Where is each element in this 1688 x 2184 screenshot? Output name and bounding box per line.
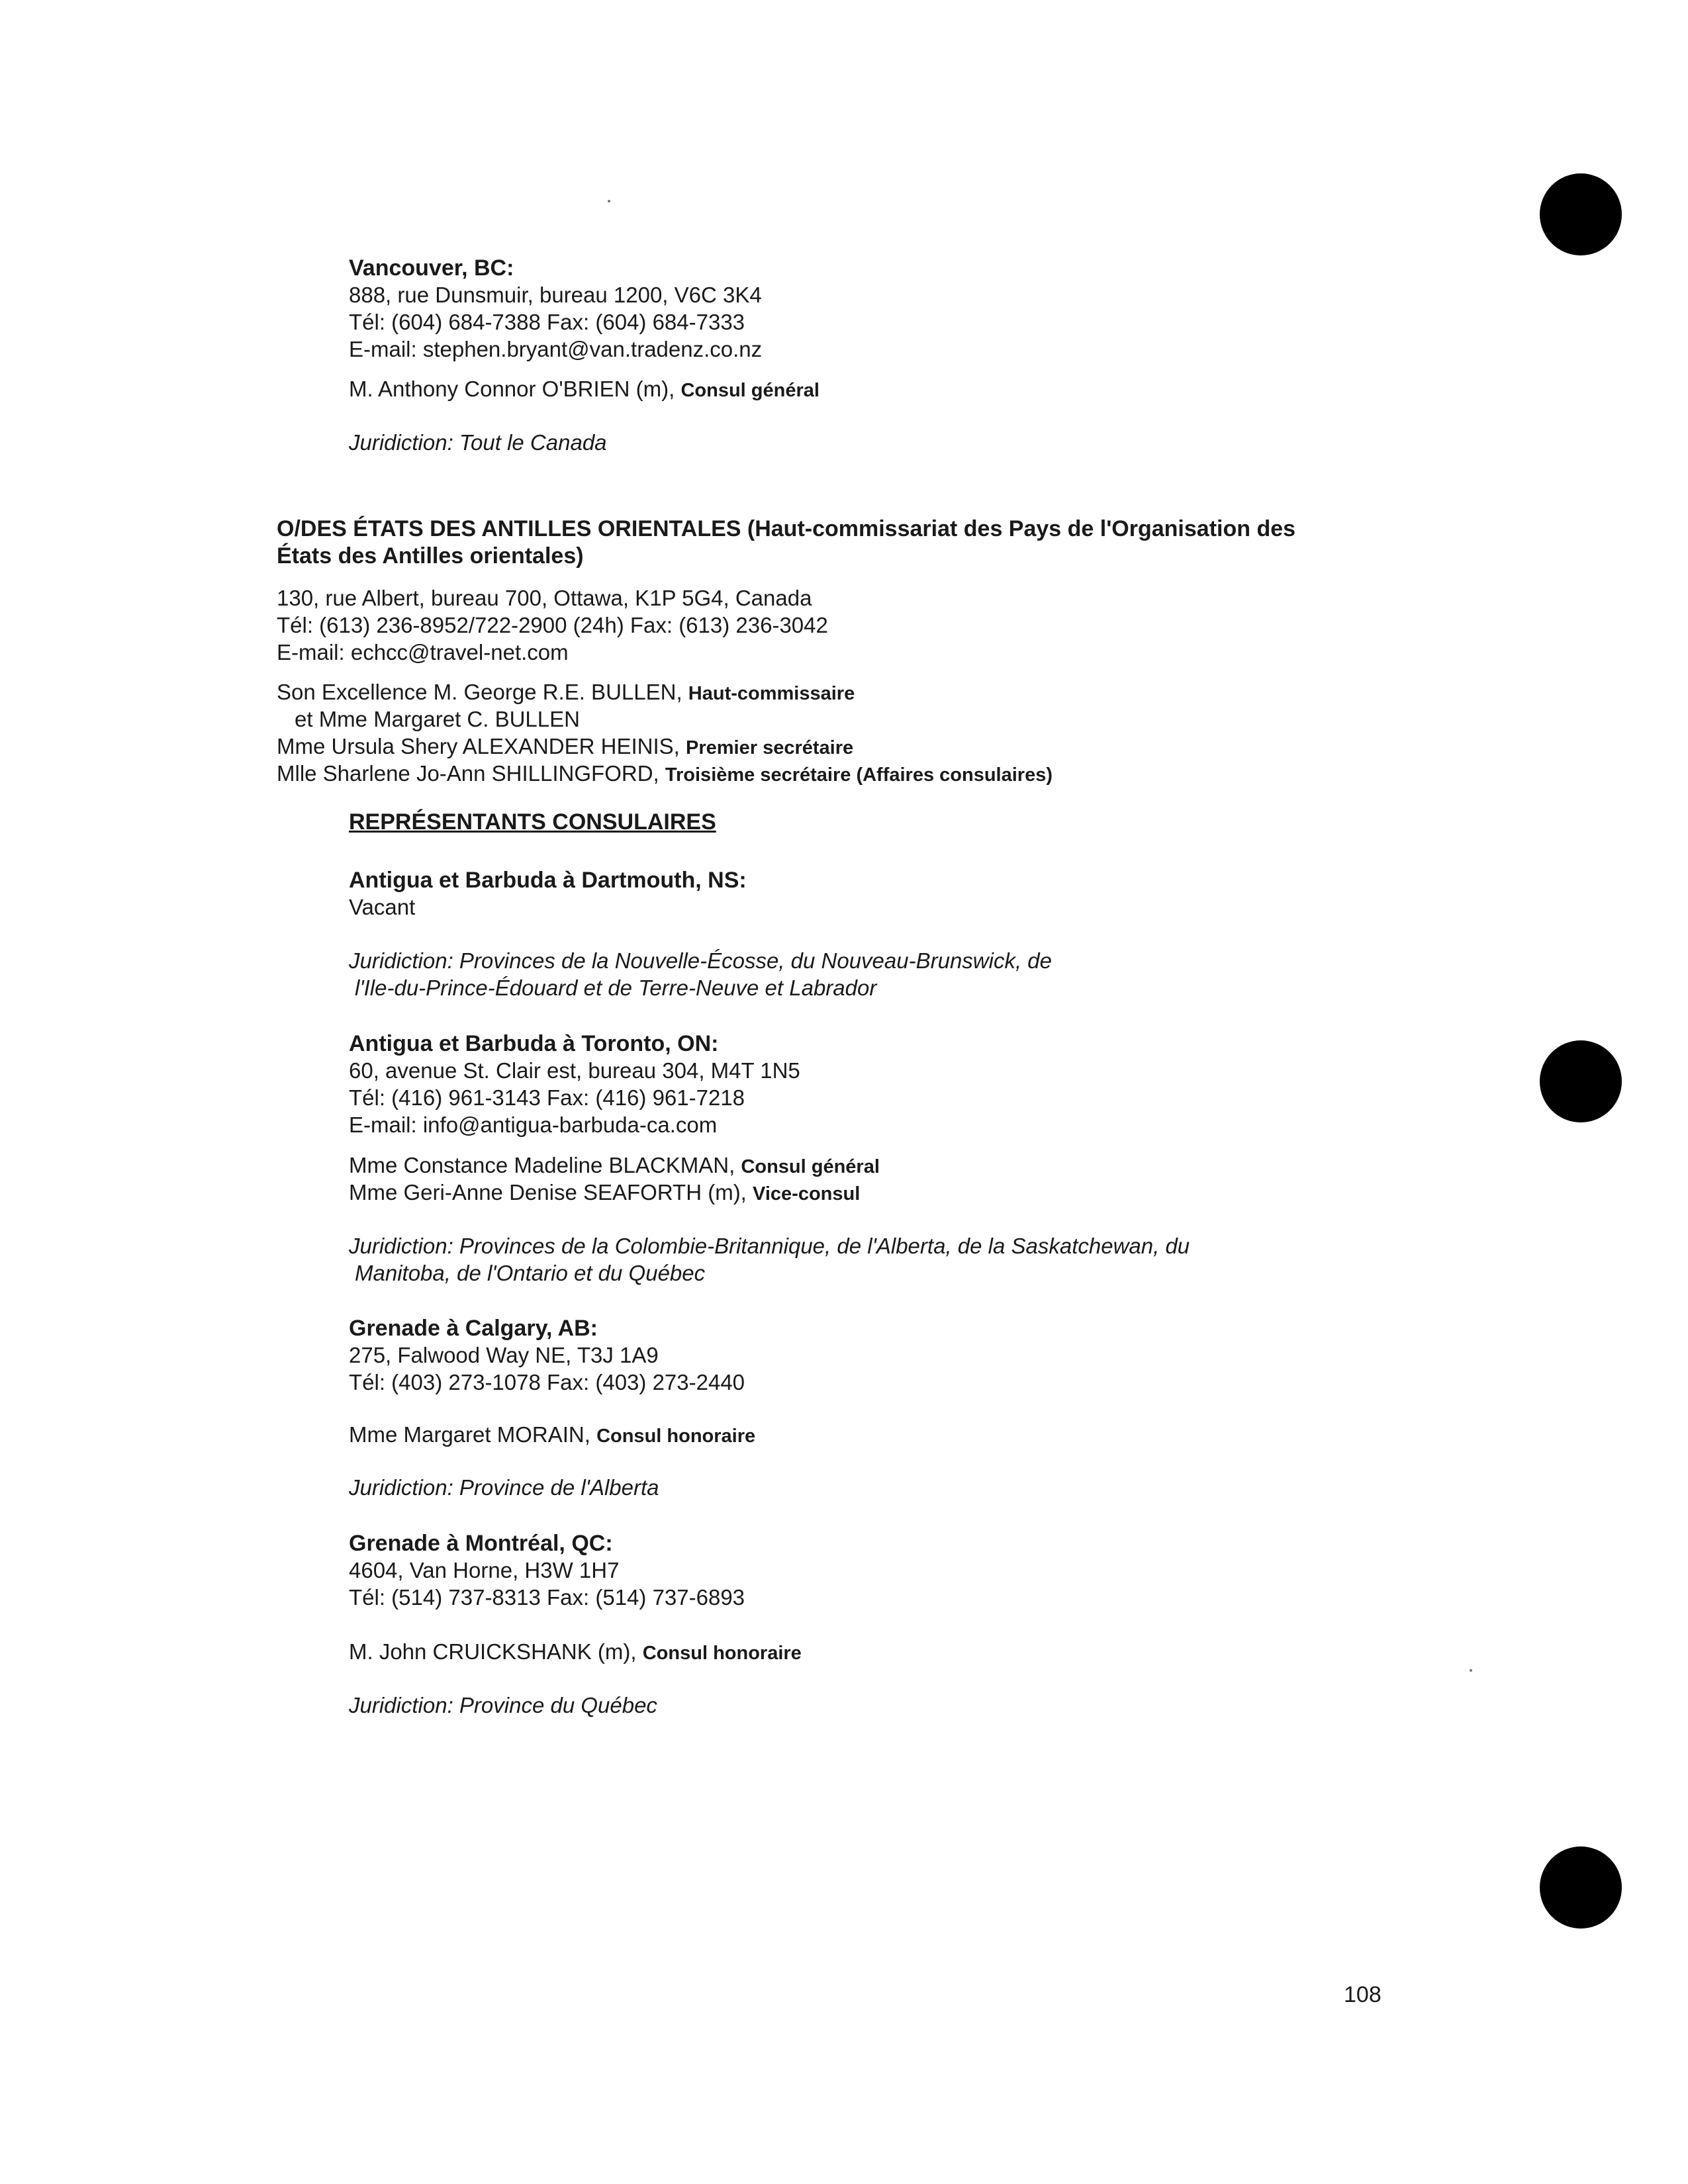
person-title: Consul honoraire (642, 1643, 802, 1664)
vancouver-heading: Vancouver, BC: (349, 255, 514, 281)
vancouver-person (349, 376, 820, 404)
oecs-phone: Tél: (613) 236-8952/722-2900 (24h) Fax: (613) 236-3042 (277, 613, 828, 637)
staff-title: Consul général (741, 1156, 880, 1177)
punch-hole-top (1540, 173, 1622, 255)
montreal-heading: Grenade à Montréal, QC: (349, 1531, 613, 1556)
consular-section-title: REPRÉSENTANTS CONSULAIRES (349, 809, 716, 835)
staff-name: et Mme Margaret C. BULLEN (295, 707, 580, 731)
toronto-address: 60, avenue St. Clair est, bureau 304, M4T 1N5 (349, 1058, 800, 1083)
toronto-jurisdiction-line1: Juridiction: Provinces de la Colombie-Britannique, de l'Alberta, de la Saskatchewan, du (349, 1234, 1190, 1258)
staff-title: Vice-consul (753, 1183, 861, 1205)
staff-title: Troisième secrétaire (Affaires consulaires) (665, 764, 1053, 786)
dartmouth-status: Vacant (349, 895, 416, 919)
oecs-heading-line1: O/DES ÉTATS DES ANTILLES ORIENTALES (Haut-commissariat des Pays de l'Organisation des (277, 516, 1296, 541)
toronto-staff-item (349, 1152, 880, 1180)
calgary-address: 275, Falwood Way NE, T3J 1A9 (349, 1343, 659, 1367)
person-name: M. John CRUICKSHANK (m), (349, 1639, 637, 1664)
oecs-heading-line2: États des Antilles orientales) (277, 543, 584, 569)
calgary-phone: Tél: (403) 273-1078 Fax: (403) 273-2440 (349, 1370, 745, 1394)
dartmouth-jurisdiction-line1: Juridiction: Provinces de la Nouvelle-Écosse, du Nouveau-Brunswick, de (349, 948, 1053, 973)
dartmouth-jurisdiction-line2: l'Ile-du-Prince-Édouard et de Terre-Neuve et Labrador (355, 976, 877, 1000)
scan-speck (1470, 1669, 1472, 1672)
montreal-phone: Tél: (514) 737-8313 Fax: (514) 737-6893 (349, 1585, 745, 1610)
dartmouth-heading: Antigua et Barbuda à Dartmouth, NS: (349, 868, 747, 893)
vancouver-email: E-mail: stephen.bryant@van.tradenz.co.nz (349, 337, 763, 361)
toronto-email: E-mail: info@antigua-barbuda-ca.com (349, 1113, 718, 1137)
oecs-address: 130, rue Albert, bureau 700, Ottawa, K1P 5G4, Canada (277, 586, 812, 610)
oecs-staff-item (277, 733, 853, 761)
person-name: Mme Margaret MORAIN, (349, 1422, 590, 1447)
staff-title: Premier secrétaire (686, 737, 854, 758)
toronto-jurisdiction-line2: Manitoba, de l'Ontario et du Québec (355, 1261, 706, 1285)
punch-hole-middle (1540, 1040, 1622, 1122)
oecs-staff-item (277, 760, 1053, 788)
oecs-staff-item (277, 679, 855, 707)
punch-hole-bottom (1540, 1846, 1622, 1929)
montreal-address: 4604, Van Horne, H3W 1H7 (349, 1558, 620, 1582)
staff-name: Mme Ursula Shery ALEXANDER HEINIS, (277, 734, 680, 758)
vancouver-phone: Tél: (604) 684-7388 Fax: (604) 684-7333 (349, 310, 745, 334)
vancouver-jurisdiction: Juridiction: Tout le Canada (349, 430, 607, 455)
person-title: Consul général (680, 380, 820, 401)
vancouver-address: 888, rue Dunsmuir, bureau 1200, V6C 3K4 (349, 283, 762, 307)
staff-name: Mme Constance Madeline BLACKMAN, (349, 1153, 735, 1177)
oecs-email: E-mail: echcc@travel-net.com (277, 640, 569, 664)
calgary-person (349, 1422, 755, 1449)
montreal-person (349, 1639, 802, 1666)
staff-name: Mlle Sharlene Jo-Ann SHILLINGFORD, (277, 761, 659, 786)
oecs-staff-item (295, 706, 580, 733)
page-number: 108 (1344, 1982, 1382, 2007)
calgary-heading: Grenade à Calgary, AB: (349, 1316, 598, 1341)
toronto-phone: Tél: (416) 961-3143 Fax: (416) 961-7218 (349, 1085, 745, 1110)
staff-name: Mme Geri-Anne Denise SEAFORTH (m), (349, 1180, 747, 1205)
scan-speck (608, 200, 610, 203)
staff-name: Son Excellence M. George R.E. BULLEN, (277, 680, 682, 704)
montreal-jurisdiction: Juridiction: Province du Québec (349, 1693, 657, 1717)
calgary-jurisdiction: Juridiction: Province de l'Alberta (349, 1475, 659, 1500)
toronto-staff-item (349, 1179, 860, 1207)
person-name: M. Anthony Connor O'BRIEN (m), (349, 377, 675, 401)
staff-title: Haut-commissaire (688, 683, 855, 704)
person-title: Consul honoraire (596, 1426, 756, 1447)
toronto-heading: Antigua et Barbuda à Toronto, ON: (349, 1031, 719, 1056)
